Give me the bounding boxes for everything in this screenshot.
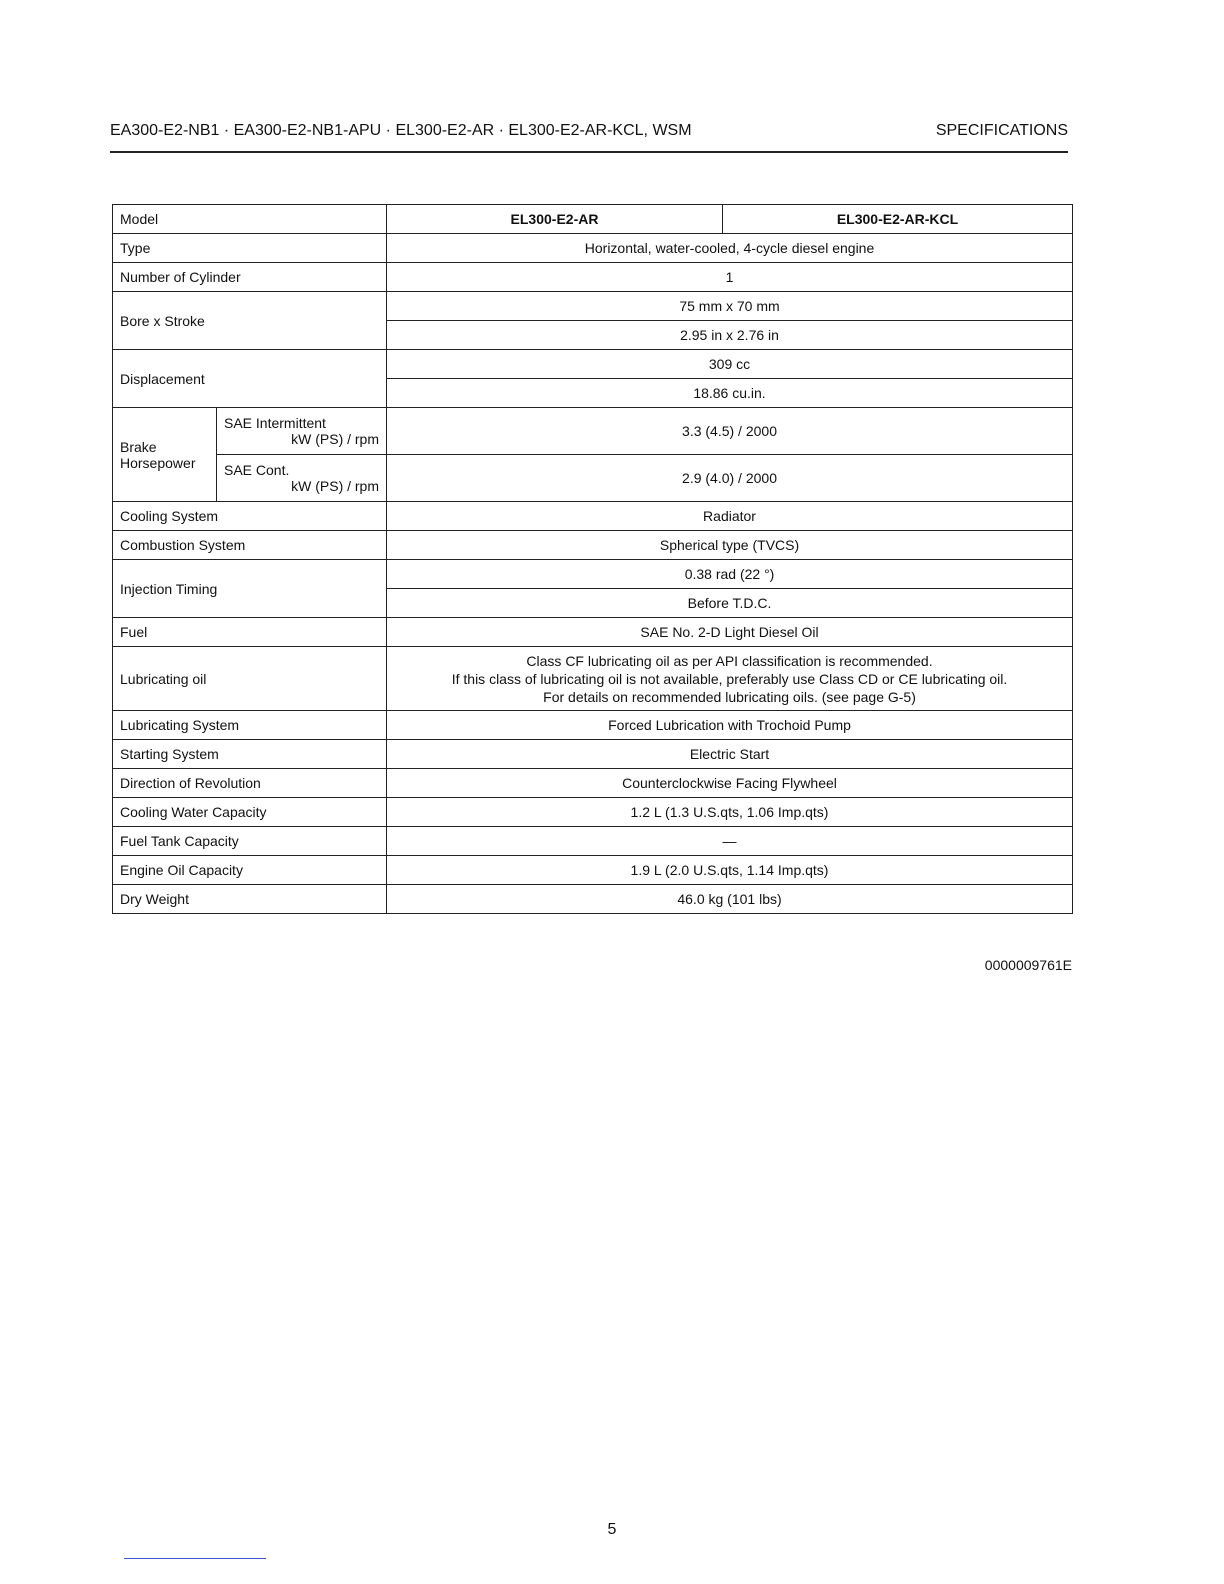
displacement-label: Displacement — [113, 350, 387, 408]
sae-cont-label — [217, 455, 387, 502]
sae-intermittent-unit: kW (PS) / rpm — [291, 431, 380, 447]
sae-intermittent-label — [217, 408, 387, 455]
fuel-value: SAE No. 2-D Light Diesel Oil — [387, 618, 1073, 647]
table-row — [113, 618, 1073, 647]
cooling-system-label: Cooling System — [113, 502, 387, 531]
header-rule — [110, 151, 1068, 153]
table-row — [113, 531, 1073, 560]
injection-timing-angle: 0.38 rad (22 °) — [387, 560, 1073, 589]
table-row — [113, 455, 1073, 502]
cylinder-label: Number of Cylinder — [113, 263, 387, 292]
table-row — [113, 711, 1073, 740]
cylinder-value: 1 — [387, 263, 1073, 292]
lubricating-oil-line-1: Class CF lubricating oil as per API classification is recommended. — [526, 652, 933, 669]
sae-cont-unit: kW (PS) / rpm — [291, 478, 380, 494]
sae-intermittent-value: 3.3 (4.5) / 2000 — [387, 408, 1073, 455]
table-row — [113, 502, 1073, 531]
table-row — [113, 205, 1073, 234]
type-value: Horizontal, water-cooled, 4-cycle diesel engine — [387, 234, 1073, 263]
model-label: Model — [113, 205, 387, 234]
direction-of-revolution-label: Direction of Revolution — [113, 769, 387, 798]
model-el300-e2-ar: EL300-E2-AR — [387, 205, 723, 234]
cooling-water-capacity-label: Cooling Water Capacity — [113, 798, 387, 827]
document-id: 0000009761E — [984, 957, 1072, 973]
cooling-water-capacity-value: 1.2 L (1.3 U.S.qts, 1.06 Imp.qts) — [387, 798, 1073, 827]
table-row — [113, 350, 1073, 379]
header-title: EA300-E2-NB1 · EA300-E2-NB1-APU · EL300-E2-AR · EL300-E2-AR-KCL, WSM — [110, 122, 692, 139]
starting-system-label: Starting System — [113, 740, 387, 769]
lubricating-oil-label: Lubricating oil — [113, 647, 387, 711]
bore-stroke-metric: 75 mm x 70 mm — [387, 292, 1073, 321]
table-row — [113, 292, 1073, 321]
fuel-tank-capacity-value: — — [387, 827, 1073, 856]
specifications-table — [112, 204, 1073, 914]
injection-timing-reference: Before T.D.C. — [387, 589, 1073, 618]
dry-weight-value: 46.0 kg (101 lbs) — [387, 885, 1073, 914]
sae-cont-text: SAE Cont. — [224, 462, 290, 478]
type-label: Type — [113, 234, 387, 263]
fuel-tank-capacity-label: Fuel Tank Capacity — [113, 827, 387, 856]
bore-stroke-label: Bore x Stroke — [113, 292, 387, 350]
table-row — [113, 560, 1073, 589]
brake-horsepower-label — [113, 408, 217, 502]
table-row — [113, 263, 1073, 292]
lubricating-oil-line-3: For details on recommended lubricating oils. (see page G-5) — [543, 688, 916, 705]
sae-intermittent-text: SAE Intermittent — [224, 415, 326, 431]
displacement-metric: 309 cc — [387, 350, 1073, 379]
page-header — [110, 122, 1068, 146]
starting-system-value: Electric Start — [387, 740, 1073, 769]
bore-stroke-imperial: 2.95 in x 2.76 in — [387, 321, 1073, 350]
header-section: SPECIFICATIONS — [935, 122, 1068, 139]
combustion-system-value: Spherical type (TVCS) — [387, 531, 1073, 560]
combustion-system-label: Combustion System — [113, 531, 387, 560]
footer-rule — [124, 1558, 266, 1559]
table-row — [113, 769, 1073, 798]
lubricating-oil-value — [387, 647, 1073, 711]
dry-weight-label: Dry Weight — [113, 885, 387, 914]
engine-oil-capacity-value: 1.9 L (2.0 U.S.qts, 1.14 Imp.qts) — [387, 856, 1073, 885]
displacement-imperial: 18.86 cu.in. — [387, 379, 1073, 408]
table-row — [113, 885, 1073, 914]
cooling-system-value: Radiator — [387, 502, 1073, 531]
brake-label-line-2: Horsepower — [120, 454, 196, 471]
model-el300-e2-ar-kcl: EL300-E2-AR-KCL — [723, 205, 1073, 234]
table-row — [113, 740, 1073, 769]
table-row — [113, 856, 1073, 885]
injection-timing-label: Injection Timing — [113, 560, 387, 618]
engine-oil-capacity-label: Engine Oil Capacity — [113, 856, 387, 885]
page-number: 5 — [607, 1521, 617, 1538]
lubricating-system-label: Lubricating System — [113, 711, 387, 740]
brake-label-line-1: Brake — [120, 438, 157, 455]
lubricating-system-value: Forced Lubrication with Trochoid Pump — [387, 711, 1073, 740]
fuel-label: Fuel — [113, 618, 387, 647]
direction-of-revolution-value: Counterclockwise Facing Flywheel — [387, 769, 1073, 798]
lubricating-oil-line-2: If this class of lubricating oil is not available, preferably use Class CD or CE lubricating oil. — [451, 670, 1008, 687]
sae-cont-value: 2.9 (4.0) / 2000 — [387, 455, 1073, 502]
table-row — [113, 798, 1073, 827]
table-row — [113, 827, 1073, 856]
table-row — [113, 234, 1073, 263]
table-row — [113, 647, 1073, 711]
table-row — [113, 408, 1073, 455]
